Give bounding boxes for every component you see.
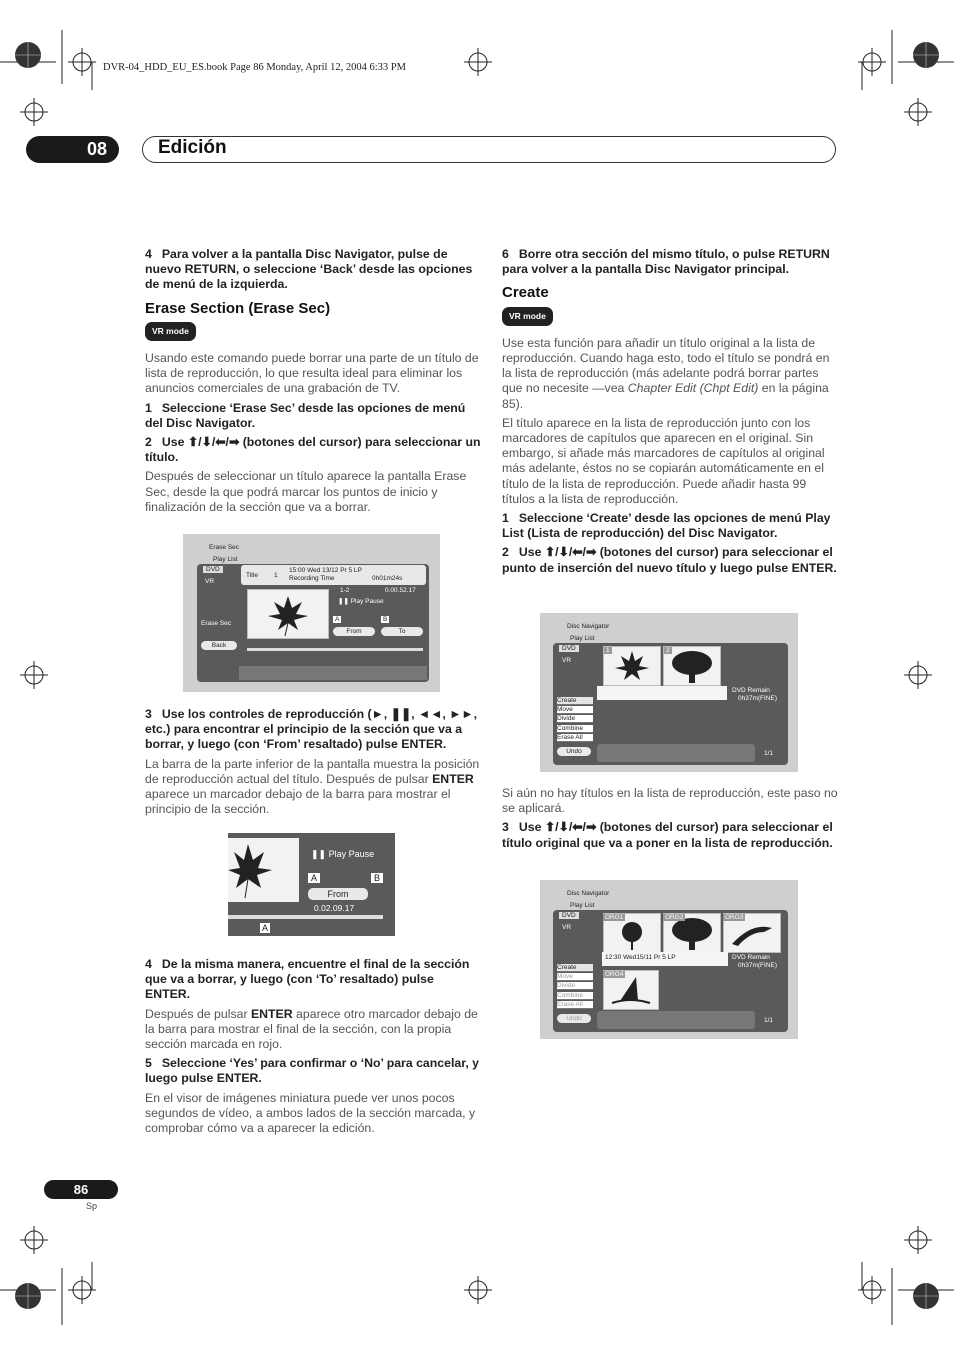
nav2-menu-move[interactable]: Move bbox=[557, 973, 593, 981]
create-note: Si aún no hay títulos en la lista de reproducción, este paso no se aplicará. bbox=[502, 786, 838, 816]
nav1-thumb-2[interactable] bbox=[663, 646, 721, 686]
book-info: DVR-04_HDD_EU_ES.book Page 86 Monday, April 12, 2004 6:33 PM bbox=[103, 62, 406, 73]
thumbnail-leaf bbox=[247, 589, 329, 639]
vr-mode-badge-create: VR mode bbox=[502, 307, 553, 326]
step-5: 5 Seleccione ‘Yes’ para confirmar o ‘No’ para cancelar, y luego pulse ENTER. bbox=[145, 1056, 479, 1086]
chapter-title: Edición bbox=[158, 137, 227, 158]
nav1-menu-create[interactable]: Create bbox=[557, 697, 593, 705]
create-para2: El título aparece en la lista de reproducción junto con los marcadores de capítulos que aparecen en el original. Sin embargo, si añade más marcadores de capítulos al original más adelante, éstos no se copiarán automáticamente en el título de la lista de reproducción. Puede añadir hasta 99 títulos a la lista de reproducción. bbox=[502, 415, 825, 506]
section-title-erase: Erase Section (Erase Sec) bbox=[145, 299, 331, 317]
nav2-undo-button[interactable]: Undo bbox=[557, 1014, 591, 1023]
create-step-2: 2 Use ⬆/⬇/⬅/➡ (botones del cursor) para seleccionar el punto de inserción del nuevo título y luego pulse ENTER. bbox=[502, 545, 837, 575]
create-intro: Use esta función para añadir un título original a la lista de reproducción. Cuando haga esto, todo el título se pondrá en la lista de reproducción (más adelante podrá borrar partes que no necesite —vea Chapter Edit (Chpt Edit) en la página 85). bbox=[502, 335, 830, 411]
right-column bbox=[502, 247, 838, 580]
nav2-info: 12:30 Wed15/11 Pr 5 LP bbox=[605, 954, 676, 961]
nav2-page: 1/1 bbox=[764, 1017, 774, 1024]
title-number: 1 bbox=[274, 572, 278, 579]
vr-mode-badge: VR mode bbox=[145, 322, 196, 341]
erase-intro: Usando este comando puede borrar una parte de un título de lista de reproducción, lo que resulta ideal para eliminar los anuncios comerciales de una grabación de TV. bbox=[145, 351, 479, 396]
to-button[interactable]: To bbox=[381, 627, 423, 636]
page-language: Sp bbox=[86, 1201, 98, 1211]
nav1-undo-button[interactable]: Undo bbox=[557, 747, 591, 756]
nav1-tab: Play List bbox=[570, 635, 595, 642]
chapter-number: 08 bbox=[26, 136, 119, 163]
nav1-menu-divide[interactable]: Divide bbox=[557, 715, 593, 723]
left-column-lower bbox=[145, 957, 481, 1140]
step-4b-body: Después de pulsar ENTER aparece otro marcador debajo de la barra para mostrar el final de la sección, con la propia sección marcada en rojo. bbox=[145, 1006, 478, 1052]
nav1-remain-label: DVD Remain bbox=[732, 687, 770, 694]
nav2-menu-create[interactable]: Create bbox=[557, 964, 593, 972]
nav2-org1-label: ORG1 bbox=[605, 914, 624, 921]
disc-nav-screenshot-1 bbox=[540, 613, 798, 772]
zoom-bottom-marker: A bbox=[262, 923, 269, 933]
nav1-page: 1/1 bbox=[764, 750, 774, 757]
nav2-dvd-logo: DVD bbox=[559, 912, 579, 919]
step-2-body: Después de seleccionar un título aparece la pantalla Erase Sec, desde la que podrá marcar los puntos de inicio y finalización de la sección que va a borrar. bbox=[145, 469, 467, 514]
right-column-lower bbox=[502, 786, 838, 855]
step-1: 1 Seleccione ‘Erase Sec’ desde las opciones de menú del Disc Navigator. bbox=[145, 400, 466, 430]
zoom-marker-b: B bbox=[371, 873, 383, 883]
step-4: 4 Para volver a la pantalla Disc Navigator, pulse de nuevo RETURN, o seleccione ‘Back’ desde las opciones de menú de la izquierda. bbox=[145, 247, 473, 292]
dvd-logo: DVD bbox=[203, 566, 223, 573]
step-6: 6 Borre otra sección del mismo título, o pulse RETURN para volver a la pantalla Disc Navigator principal. bbox=[502, 247, 830, 277]
title-label: Title bbox=[246, 572, 259, 579]
nav1-vr-logo: VR bbox=[562, 657, 572, 664]
left-column-step3 bbox=[145, 707, 481, 821]
zoom-marker-a: A bbox=[308, 873, 320, 883]
zoom-play-state: ❚❚ Play Pause bbox=[311, 849, 375, 859]
recording-info: 15:00 Wed 13/12 Pr 5 LP bbox=[289, 567, 362, 574]
erase-sec-screenshot bbox=[183, 534, 440, 692]
recording-time-label: Recording Time bbox=[289, 575, 335, 582]
nav2-menu-divide[interactable]: Divide bbox=[557, 982, 593, 990]
nav1-thumb-1[interactable] bbox=[603, 646, 661, 686]
play-state: ❚❚ Play Pause bbox=[338, 598, 384, 605]
vr-logo: VR bbox=[205, 578, 215, 585]
marker-a: A bbox=[335, 616, 340, 623]
nav2-vr-logo: VR bbox=[562, 924, 572, 931]
nav2-remain: 0h37m(FINE) bbox=[738, 962, 778, 969]
zoom-thumbnail-leaf bbox=[228, 838, 299, 902]
left-column bbox=[145, 247, 481, 519]
zoom-time: 0.02.09.17 bbox=[314, 903, 355, 913]
zoom-screenshot bbox=[228, 833, 395, 936]
nav1-header: Disc Navigator bbox=[567, 623, 610, 630]
screen-header: Erase Sec bbox=[209, 544, 239, 551]
disc-nav-screenshot-2 bbox=[540, 880, 798, 1039]
back-button[interactable]: Back bbox=[201, 641, 237, 650]
marker-b: B bbox=[383, 616, 388, 623]
step-3-body: La barra de la parte inferior de la pantalla muestra la posición de reproducción actual del título. Después de pulsar ENTER aparece un marcador debajo de la barra para mostrar el principio de la sección. bbox=[145, 756, 480, 817]
chapter-id: 1-2 bbox=[340, 587, 350, 594]
nav1-thumb-2-num: 2 bbox=[666, 647, 670, 654]
step-2: 2 Use ⬆/⬇/⬅/➡ (botones del cursor) para seleccionar un título. bbox=[145, 435, 481, 465]
chapter-header-bar bbox=[142, 136, 836, 163]
position-time: 0.00.52.17 bbox=[385, 587, 416, 594]
nav2-menu-combine[interactable]: Combine bbox=[557, 992, 593, 1000]
nav1-menu-combine[interactable]: Combine bbox=[557, 725, 593, 733]
step-5-body: En el visor de imágenes miniatura puede ver unos pocos segundos de vídeo, a ambos lados de la sección marcada, y comprobar cómo va a aparecer la edición. bbox=[145, 1090, 476, 1136]
nav1-menu-move[interactable]: Move bbox=[557, 706, 593, 714]
nav2-tab: Play List bbox=[570, 902, 595, 909]
recording-time: 0h01m24s bbox=[372, 575, 403, 582]
nav1-dvd-logo: DVD bbox=[559, 645, 579, 652]
from-button[interactable]: From bbox=[333, 627, 375, 636]
nav2-org4-label: ORG4 bbox=[605, 971, 624, 978]
create-step-1: 1 Seleccione ‘Create’ desde las opciones de menú Play List (Lista de reproducción) del Disc Navigator. bbox=[502, 511, 831, 541]
nav1-menu-erase-all[interactable]: Erase All bbox=[557, 734, 593, 742]
create-step-3: 3 Use ⬆/⬇/⬅/➡ (botones del cursor) para seleccionar el título original que va a poner en la lista de reproducción. bbox=[502, 820, 833, 850]
page-number: 86 bbox=[44, 1180, 118, 1199]
nav1-thumb-1-num: 1 bbox=[606, 647, 610, 654]
step-3: 3 Use los controles de reproducción (►, ❚❚, ◄◄, ►►, etc.) para encontrar el principio de la sección que va a borrar, y luego (con ‘From’ resaltado) pulse ENTER. bbox=[145, 707, 477, 752]
nav2-org3-label: ORG3 bbox=[725, 914, 744, 921]
zoom-from-button[interactable]: From bbox=[308, 888, 368, 900]
tab-play-list: Play List bbox=[213, 556, 238, 563]
nav2-remain-label: DVD Remain bbox=[732, 954, 770, 961]
side-label-erase: Erase Sec bbox=[201, 620, 231, 627]
nav2-org2-label: ORG2 bbox=[665, 914, 684, 921]
nav2-header: Disc Navigator bbox=[567, 890, 610, 897]
nav2-menu-erase-all[interactable]: Erase All bbox=[557, 1001, 593, 1009]
section-title-create: Create bbox=[502, 284, 549, 302]
step-4b: 4 De la misma manera, encuentre el final de la sección que va a borrar, y luego (con ‘To’ resaltado) pulse ENTER. bbox=[145, 957, 470, 1002]
nav1-remain: 0h37m(FINE) bbox=[738, 695, 778, 702]
